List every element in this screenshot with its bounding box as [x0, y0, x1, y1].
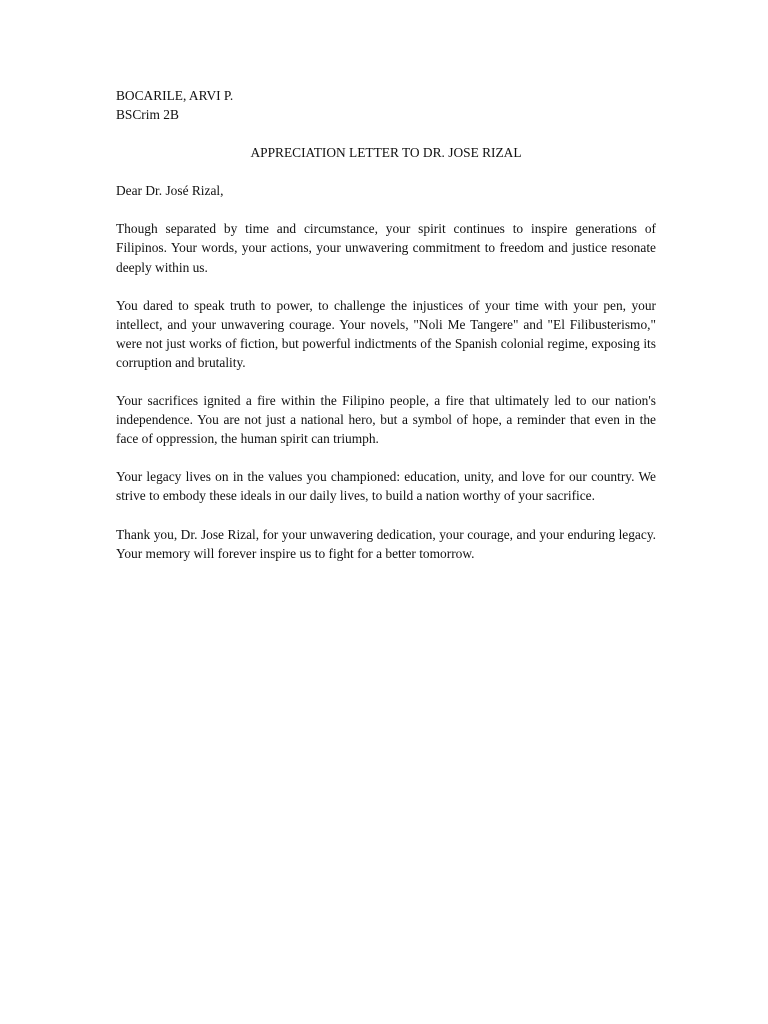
letter-page: [116, 86, 656, 563]
author-name: BOCARILE, ARVI P.: [116, 88, 234, 103]
paragraph-2: You dared to speak truth to power, to challenge the injustices of your time with your pen, your intellect, and your unwavering courage. Your novels, "Noli Me Tangere" and "El Filibusterismo," were not just works of fiction, but powerful indictments of the Spanish colonial regime, exposing its corruption and brutality.: [116, 297, 656, 370]
paragraph-1: Though separated by time and circumstance, your spirit continues to inspire generations of Filipinos. Your words, your actions, your unwavering commitment to freedom and justice resonate deeply within us.: [116, 221, 656, 275]
paragraph-3: Your sacrifices ignited a fire within the Filipino people, a fire that ultimately led to our nation's independence. You are not just a national hero, but a symbol of hope, a reminder that even in the face of oppression, the human spirit can triumph.: [116, 393, 656, 447]
paragraph-4: Your legacy lives on in the values you championed: education, unity, and love for our country. We strive to embody these ideals in our daily lives, to build a nation worthy of your sacrifice.: [116, 469, 656, 504]
author-section: BSCrim 2B: [116, 107, 179, 123]
salutation: Dear Dr. José Rizal,: [116, 183, 224, 199]
paragraph-5: Thank you, Dr. Jose Rizal, for your unwavering dedication, your courage, and your enduring legacy. Your memory will forever inspire us to fight for a better tomorrow.: [116, 526, 656, 561]
letter-title: APPRECIATION LETTER TO DR. JOSE RIZAL: [250, 145, 522, 161]
